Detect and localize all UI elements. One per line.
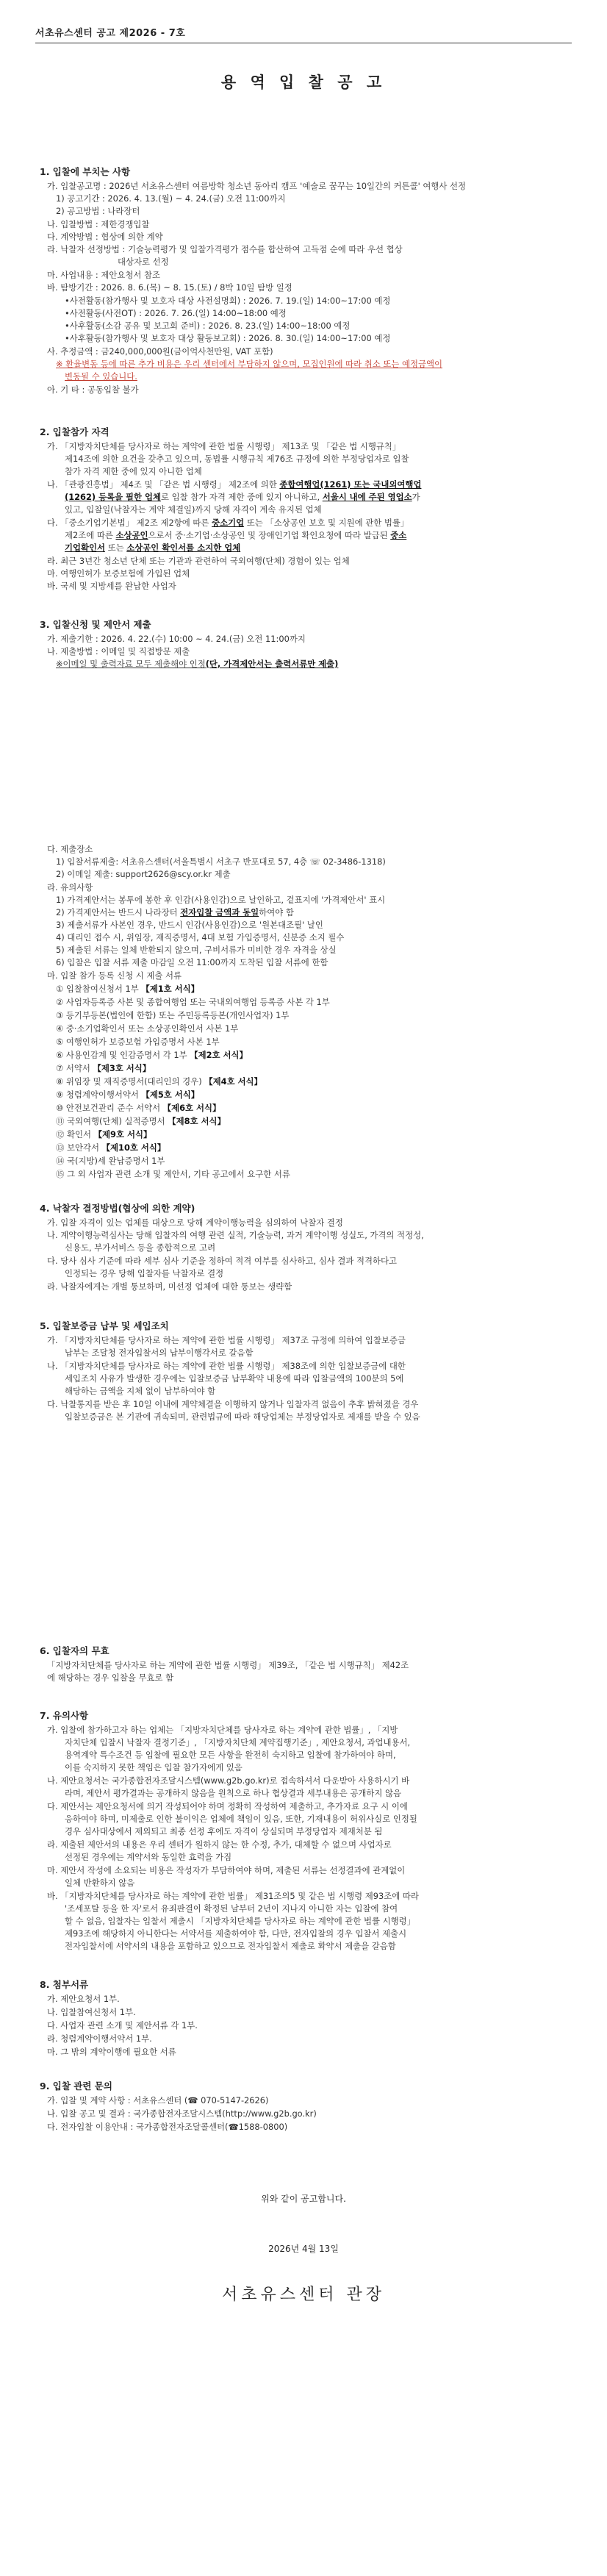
section-9-heading: 9. 입찰 관련 문의 — [40, 2081, 112, 2092]
s1-line: •사후활동(참가행사 및 보호자 대상 활동보고회) : 2026. 8. 30.(일) 14:00~17:00 예정 — [65, 333, 391, 343]
s2-line: 있고, 입찰일(낙찰자는 계약 체결일)까지 당해 자격이 계속 유지된 업체 — [65, 504, 322, 515]
s3-line: 4) 대리인 접수 시, 위임장, 재직증명서, 4대 보험 가입증명서, 신분증 소지 필수 — [56, 932, 345, 942]
attachment-item: 라. 청렴계약이행서약서 1부. — [47, 2033, 152, 2044]
s3-line: 3) 제출서류가 사본인 경우, 반드시 인감(사용인감)으로 '원본대조필' 날인 — [56, 920, 323, 930]
s3-line: 가. 제출기한 : 2026. 4. 22.(수) 10:00 ~ 4. 24.(금) 오전 11:00까지 — [47, 634, 306, 644]
section-2-heading: 2. 입찰참가 자격 — [40, 426, 109, 437]
contact-line: 가. 입찰 및 계약 사항 : 서초유스센터 (☎ 070-5147-2626) — [47, 2095, 269, 2105]
section-1-heading: 1. 입찰에 부치는 사항 — [40, 166, 131, 177]
s7-line: '조세포탈 등을 한 자'로서 유죄판결이 확정된 날부터 2년이 지나지 아니한 자는 입찰에 참여 — [65, 1903, 398, 1914]
closing-text: 위와 같이 공고합니다. — [261, 2194, 346, 2204]
g2b-link[interactable]: 나. 입찰 공고 및 결과 : 국가종합전자조달시스템(http://www.g2b.go.kr) — [47, 2108, 317, 2119]
doc-item: ⑧ 위임장 및 재직증명서(대리인의 경우) 【제4호 서식】 — [56, 1076, 262, 1087]
s7-line: 일체 반환하지 않음 — [65, 1878, 135, 1888]
s7-line: 할 수 없음, 입찰자는 입찰서 제출시 「지방자치단체를 당사자로 하는 계약에 관한 법률 시행령」 — [65, 1916, 415, 1926]
s7-line: 응하여야 하며, 미제출로 인한 불이익은 업체에 책임이 있음, 또한, 기재내용이 허위사실로 인정될 — [65, 1814, 417, 1824]
section-8-heading: 8. 첨부서류 — [40, 1979, 89, 1990]
s7-line: 용역계약 특수조건 등 입찰에 필요한 모든 사항을 완전히 숙지하고 입찰에 참가하여야 하며, — [65, 1750, 396, 1760]
s3-line: 5) 제출된 서류는 일체 반환되지 않으며, 구비서류가 미비한 경우 자격을 상실 — [56, 945, 337, 955]
s3-line: 나. 제출방법 : 이메일 및 직접방문 제출 — [47, 646, 190, 656]
s7-line: 라며, 제안서 평가결과는 공개하지 않음을 원칙으로 하나 협상결과 세부내용은 공개하지 않음 — [65, 1788, 401, 1798]
s5-line: 납부는 조달청 전자입찰서의 납부이행각서로 갈음함 — [65, 1348, 254, 1358]
attachment-item: 마. 그 밖의 계약이행에 필요한 서류 — [47, 2047, 176, 2057]
s1-line: 2) 공고방법 : 나라장터 — [56, 206, 140, 216]
s3-line: 1) 가격제안서는 봉투에 봉한 후 인감(사용인감)으로 날인하고, 겉표지에 '가격제안서' 표시 — [56, 895, 386, 905]
doc-item: ① 입찰참여신청서 1부 【제1호 서식】 — [56, 984, 200, 994]
notice-number: 서초유스센터 공고 제2026 - 7호 — [35, 28, 186, 39]
s1-notice: 변동될 수 있습니다. — [65, 371, 137, 382]
s7-line: 자치단체 입찰시 낙찰자 결정기준」, 「지방자치단체 계약집행기준」, 제안요청서, 과업내용서, — [65, 1737, 411, 1747]
s5-line: 해당하는 금액을 지체 없이 납부하여야 함 — [65, 1386, 216, 1396]
s3-line: 마. 입찰 참가 등록 신청 시 제출 서류 — [47, 970, 182, 981]
s7-line: 경우 심사대상에서 제외되고 최종 선정 후에도 자격이 상실되며 부정당업자 제재처분 됨 — [65, 1826, 383, 1836]
s6-line: 「지방자치단체를 당사자로 하는 계약에 관한 법률 시행령」 제39조, 「같은 법 시행규칙」 제42조 — [47, 1660, 409, 1670]
s2-line: 라. 최근 3년간 청소년 단체 또는 기관과 관련하여 국외여행(단체) 경험이 있는 업체 — [47, 556, 350, 566]
s7-line: 나. 제안요청서는 국가종합전자조달시스템(www.g2b.go.kr)로 접속하셔서 다운받아 사용하시기 바 — [47, 1775, 410, 1786]
s2-line: 바. 국세 및 지방세를 완납한 사업자 — [47, 581, 176, 591]
s2-line: 마. 여행인허가 보증보험에 가입된 업체 — [47, 568, 190, 579]
section-7-heading: 7. 유의사항 — [40, 1710, 89, 1721]
s3-line: 2) 가격제안서는 반드시 나라장터 전자입찰 금액과 동일하여야 함 — [56, 907, 294, 917]
s7-line: 가. 입찰에 참가하고자 하는 업체는 「지방자치단체를 당사자로 하는 계약에 관한 법률」, 「지방 — [47, 1725, 398, 1735]
s1-line: •사전활동(사전OT) : 2026. 7. 26.(일) 14:00~18:00 예정 — [65, 308, 287, 318]
email-link[interactable]: 2) 이메일 제출: support2626@scy.or.kr 제출 — [56, 869, 231, 879]
contact-line: 다. 전자입찰 이용안내 : 국가종합전자조달콜센터(☎1588-0800) — [47, 2122, 288, 2132]
s7-line: 선정된 경우에는 계약서와 동일한 효력을 가짐 — [65, 1852, 232, 1862]
s3-line: 1) 입찰서류제출: 서초유스센터(서울특별시 서초구 반포대로 57, 4층 ☏ 02-3486-1318) — [56, 856, 386, 867]
doc-item: ⑦ 서약서 【제3호 서식】 — [56, 1063, 151, 1073]
doc-item: ⑭ 국(지방)세 완납증명서 1부 — [56, 1156, 165, 1166]
s3-line: 다. 제출장소 — [47, 844, 93, 854]
s6-line: 에 해당하는 경우 입찰을 무효로 함 — [47, 1672, 174, 1683]
s2-line: 다. 「중소기업기본법」 제2조 제2항에 따른 중소기업 또는 「소상공인 보호 및 지원에 관한 법률」 — [47, 518, 409, 528]
doc-item: ⑥ 사용인감계 및 인감증명서 각 1부 【제2호 서식】 — [56, 1050, 248, 1060]
attachment-item: 나. 입찰참여신청서 1부. — [47, 2007, 136, 2017]
section-3-heading: 3. 입찰신청 및 제안서 제출 — [40, 619, 151, 630]
s1-line: •사전활동(참가행사 및 보호자 대상 사전설명회) : 2026. 7. 19.(일) 14:00~17:00 예정 — [65, 296, 391, 306]
s1-line: 마. 사업내용 : 제안요청서 참조 — [47, 270, 160, 280]
s5-line: 가. 「지방자치단체를 당사자로 하는 계약에 관한 법률 시행령」 제37조 규정에 의하여 입찰보증금 — [47, 1335, 406, 1345]
s1-line: 나. 입찰방법 : 제한경쟁입찰 — [47, 219, 150, 229]
s4-line: 나. 계약이행능력심사는 당해 입찰자의 여행 관련 실적, 기술능력, 과거 계약이행 성실도, 가격의 적정성, — [47, 1230, 424, 1240]
section-5-heading: 5. 입찰보증금 납부 및 세입조치 — [40, 1320, 169, 1331]
s7-line: 전자입찰서에 서약서의 내용을 포함하고 있으므로 전자입찰서 제출로 확약서 제출을 갈음함 — [65, 1941, 396, 1951]
section-4-heading: 4. 낙찰자 결정방법(협상에 의한 계약) — [40, 1203, 195, 1214]
s1-line: 1) 공고기간 : 2026. 4. 13.(월) ~ 4. 24.(금) 오전 11:00까지 — [56, 193, 286, 204]
signature: 서초유스센터 관장 — [221, 2286, 385, 2304]
s3-line: 라. 유의사항 — [47, 882, 93, 892]
s7-line: 라. 제출된 제안서의 내용은 우리 센터가 원하지 않는 한 수정, 추가, 대체할 수 없으며 사업자로 — [47, 1839, 392, 1850]
s5-line: 다. 낙찰통지를 받은 후 10일 이내에 계약체결을 이행하지 않거나 입찰자격 없음이 추후 밝혀졌을 경우 — [47, 1399, 419, 1409]
s7-line: 제93조에 해당하지 아니한다는 서약서를 제출하여야 함, 다만, 전자입찰의 경우 입찰서 제출시 — [65, 1928, 407, 1939]
s1-line: 아. 기 타 : 공동입찰 불가 — [47, 384, 139, 395]
doc-item: ⑫ 확인서 【제9호 서식】 — [56, 1129, 152, 1139]
s4-line: 신용도, 부가서비스 등을 종합적으로 고려 — [65, 1242, 216, 1253]
s1-line: •사후활동(소감 공유 및 보고회 준비) : 2026. 8. 23.(일) 14:00~18:00 예정 — [65, 321, 351, 331]
doc-item: ④ 중·소기업확인서 또는 소상공인확인서 사본 1부 — [56, 1023, 239, 1034]
doc-item: ② 사업자등록증 사본 및 종합여행업 또는 국내외여행업 등록증 사본 각 1부 — [56, 997, 330, 1007]
s2-line: (1262) 등록을 필한 업체로 입찰 참가 자격 제한 중에 있지 아니하고, 서울시 내에 주된 영업소가 — [65, 492, 420, 502]
doc-item: ⑪ 국외여행(단체) 실적증명서 【제8호 서식】 — [56, 1116, 226, 1126]
s7-line: 다. 제안서는 제안요청서에 의거 작성되어야 하며 정확히 작성하여 제출하고, 추가자료 요구 시 이에 — [47, 1801, 408, 1811]
s1-line: 라. 낙찰자 선정방법 : 기술능력평가 및 입찰가격평가 점수를 합산하여 고득점 순에 따라 우선 협상 — [47, 244, 403, 254]
doc-item: ⑩ 안전보건관리 준수 서약서 【제6호 서식】 — [56, 1103, 221, 1113]
s1-line: 바. 탐방기간 : 2026. 8. 6.(목) ~ 8. 15.(토) / 8박 10일 탐방 일정 — [47, 282, 292, 293]
doc-item: ③ 등기부등본(법인에 한함) 또는 주민등록등본(개인사업자) 1부 — [56, 1010, 290, 1020]
doc-item: ⑨ 청렴계약이행서약서 【제5호 서식】 — [56, 1090, 200, 1100]
s1-line: 다. 계약방법 : 협상에 의한 계약 — [47, 232, 163, 242]
doc-item: ⑤ 여행인허가 보증보험 가입증명서 사본 1부 — [56, 1037, 220, 1047]
s4-line: 가. 입찰 자격이 있는 업체를 대상으로 당해 계약이행능력을 심의하여 낙찰자 결정 — [47, 1217, 343, 1228]
s7-line: 이를 숙지하지 못한 책임은 입찰 참가자에게 있음 — [65, 1762, 243, 1772]
section-6-heading: 6. 입찰자의 무효 — [40, 1645, 109, 1656]
s1-notice: ※ 환율변동 등에 따른 추가 비용은 우리 센터에서 부담하지 않으며, 모집인원에 따라 취소 또는 예정금액이 — [56, 359, 442, 369]
s4-line: 라. 낙찰자에게는 개별 통보하며, 미선정 업체에 대한 통보는 생략함 — [47, 1281, 292, 1292]
s3-notice: ※이메일 및 출력자료 모두 제출해야 인정(단, 가격제안서는 출력서류만 제출) — [56, 659, 339, 669]
s1-line: 사. 추정금액 : 금240,000,000원(금이억사천만원, VAT 포함) — [47, 346, 273, 357]
s7-line: 마. 제안서 작성에 소요되는 비용은 작성자가 부담하여야 하며, 제출된 서류는 선정결과에 관계없이 — [47, 1865, 406, 1875]
s4-line: 다. 당사 심사 기준에 따라 세부 심사 기준을 정하여 적격 여부를 심사하고, 심사 결과 적격하다고 — [47, 1256, 398, 1266]
s2-line: 참가 자격 제한 중에 있지 아니한 업체 — [65, 466, 202, 476]
s1-line: 대상자로 선정 — [118, 257, 169, 267]
s5-line: 세입조치 사유가 발생한 경우에는 입찰보증금 납부확약 내용에 따라 입찰금액의 100분의 5에 — [65, 1373, 404, 1384]
s2-line: 기업확인서 또는 소상공인 확인서를 소지한 업체 — [65, 543, 241, 553]
s2-line: 나. 「관광진흥법」 제4조 및 「같은 법 시행령」 제2조에 의한 종합여행업(1261) 또는 국내외여행업 — [47, 479, 422, 490]
doc-item: ⑮ 그 외 사업자 관련 소개 및 제안서, 기타 공고에서 요구한 서류 — [56, 1169, 290, 1179]
doc-item: ⑬ 보안각서 【제10호 서식】 — [56, 1142, 166, 1153]
page-title: 용 역 입 찰 공 고 — [220, 74, 387, 91]
s4-line: 인정되는 경우 당해 입찰자를 낙찰자로 결정 — [65, 1268, 224, 1278]
s2-line: 제14조에 의한 요건을 갖추고 있으며, 동법률 시행규칙 제76조 규정에 의한 부정당업자로 입찰 — [65, 454, 409, 464]
s2-line: 가. 「지방자치단체를 당사자로 하는 계약에 관한 법률 시행령」 제13조 및 「같은 법 시행규칙」 — [47, 441, 401, 451]
s5-line: 나. 「지방자치단체를 당사자로 하는 계약에 관한 법률 시행령」 제38조에 의한 입찰보증금에 대한 — [47, 1361, 406, 1371]
attachment-item: 다. 사업자 관련 소개 및 제안서류 각 1부. — [47, 2020, 198, 2031]
notice-date: 2026년 4월 13일 — [268, 2244, 339, 2254]
s2-line: 제2조에 따른 소상공인으로서 중·소기업·소상공인 및 장애인기업 확인요청에 따라 발급된 중소 — [65, 530, 407, 540]
s5-line: 입찰보증금은 본 기관에 귀속되며, 관련법규에 따라 해당업체는 부정당업자로 제재를 받을 수 있음 — [65, 1412, 420, 1422]
s1-line: 가. 입찰공고명 : 2026년 서초유스센터 여름방학 청소년 동아리 캠프 '예술로 꿈꾸는 10일간의 커튼콜' 여행사 선정 — [47, 181, 467, 191]
s3-line: 6) 입찰은 입찰 서류 제출 마감일 오전 11:00까지 도착된 입찰 서류에 한함 — [56, 957, 328, 967]
s7-line: 바. 「지방자치단체를 당사자로 하는 계약에 관한 법률」 제31조의5 및 같은 법 시행령 제93조에 따라 — [47, 1891, 419, 1901]
attachment-item: 가. 제안요청서 1부. — [47, 1994, 120, 2004]
